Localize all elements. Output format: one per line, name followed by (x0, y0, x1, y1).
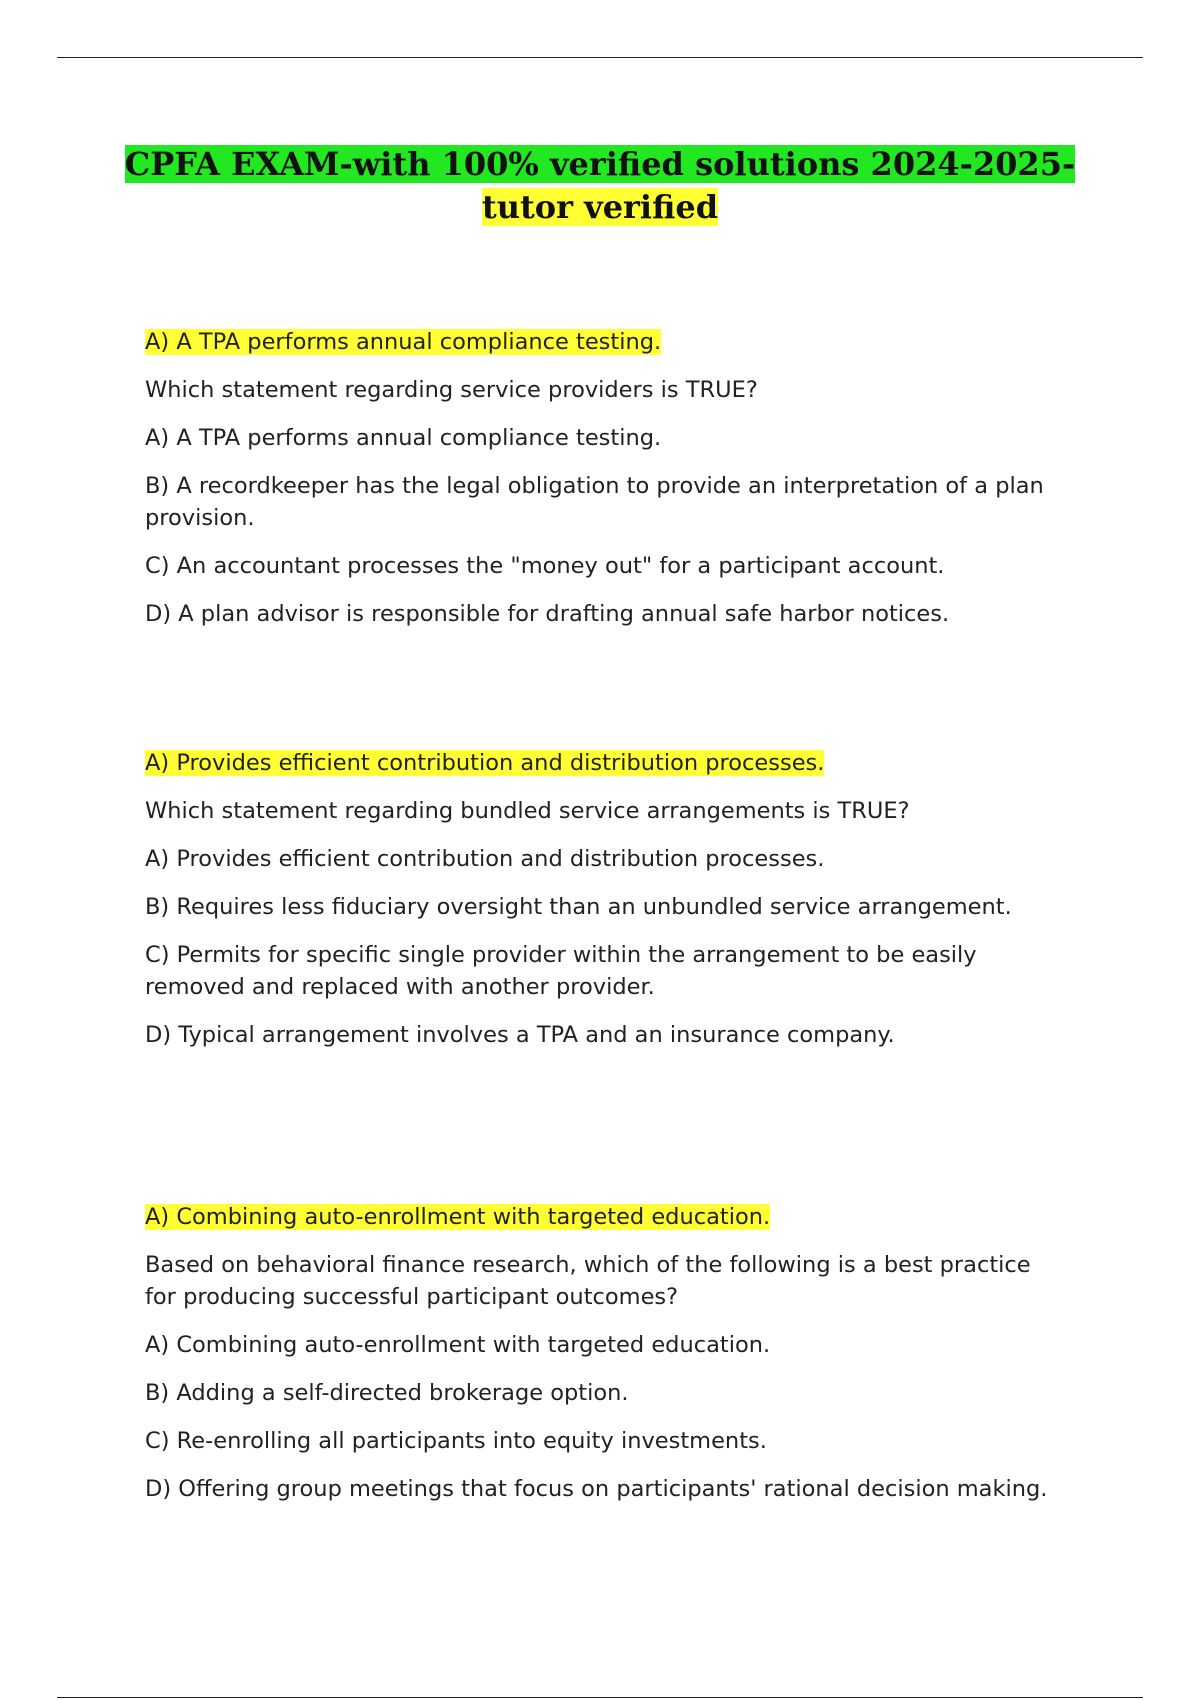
title-line-2: tutor verified (481, 188, 719, 226)
question-prompt: Which statement regarding bundled service arrangements is TRUE? (145, 798, 910, 824)
option-d: D) A plan advisor is responsible for drafting annual safe harbor notices. (145, 601, 950, 627)
option-c: C) Re-enrolling all participants into equity investments. (145, 1428, 767, 1454)
option-c: C) Permits for specific single provider within the arrangement to be easily removed and replaced with another provider. (145, 942, 977, 1000)
answer-highlight: A) Combining auto-enrollment with targeted education. (145, 1204, 771, 1230)
footer-rule (57, 1697, 1143, 1698)
option-a: A) Provides efficient contribution and distribution processes. (145, 846, 825, 872)
option-a: A) Combining auto-enrollment with targeted education. (145, 1332, 771, 1358)
header-rule (57, 57, 1143, 58)
option-d: D) Offering group meetings that focus on participants' rational decision making. (145, 1476, 1048, 1502)
option-b: B) A recordkeeper has the legal obligation to provide an interpretation of a plan provision. (145, 473, 1044, 531)
option-a: A) A TPA performs annual compliance testing. (145, 425, 662, 451)
question-prompt: Based on behavioral finance research, which of the following is a best practice for producing successful participant outcomes? (145, 1252, 1031, 1310)
option-d: D) Typical arrangement involves a TPA and an insurance company. (145, 1022, 895, 1048)
option-b: B) Adding a self-directed brokerage option. (145, 1380, 629, 1406)
option-b: B) Requires less fiduciary oversight than an unbundled service arrangement. (145, 894, 1012, 920)
answer-highlight: A) A TPA performs annual compliance testing. (145, 329, 662, 355)
option-c: C) An accountant processes the "money out" for a participant account. (145, 553, 945, 579)
question-block-2 (145, 747, 1065, 1067)
title-line-1: CPFA EXAM-with 100% verified solutions 2024-2025- (124, 145, 1076, 183)
question-block-1 (145, 326, 1065, 646)
question-block-3 (145, 1201, 1065, 1521)
document-title (0, 143, 1200, 229)
answer-highlight: A) Provides efficient contribution and distribution processes. (145, 750, 825, 776)
question-prompt: Which statement regarding service providers is TRUE? (145, 377, 758, 403)
